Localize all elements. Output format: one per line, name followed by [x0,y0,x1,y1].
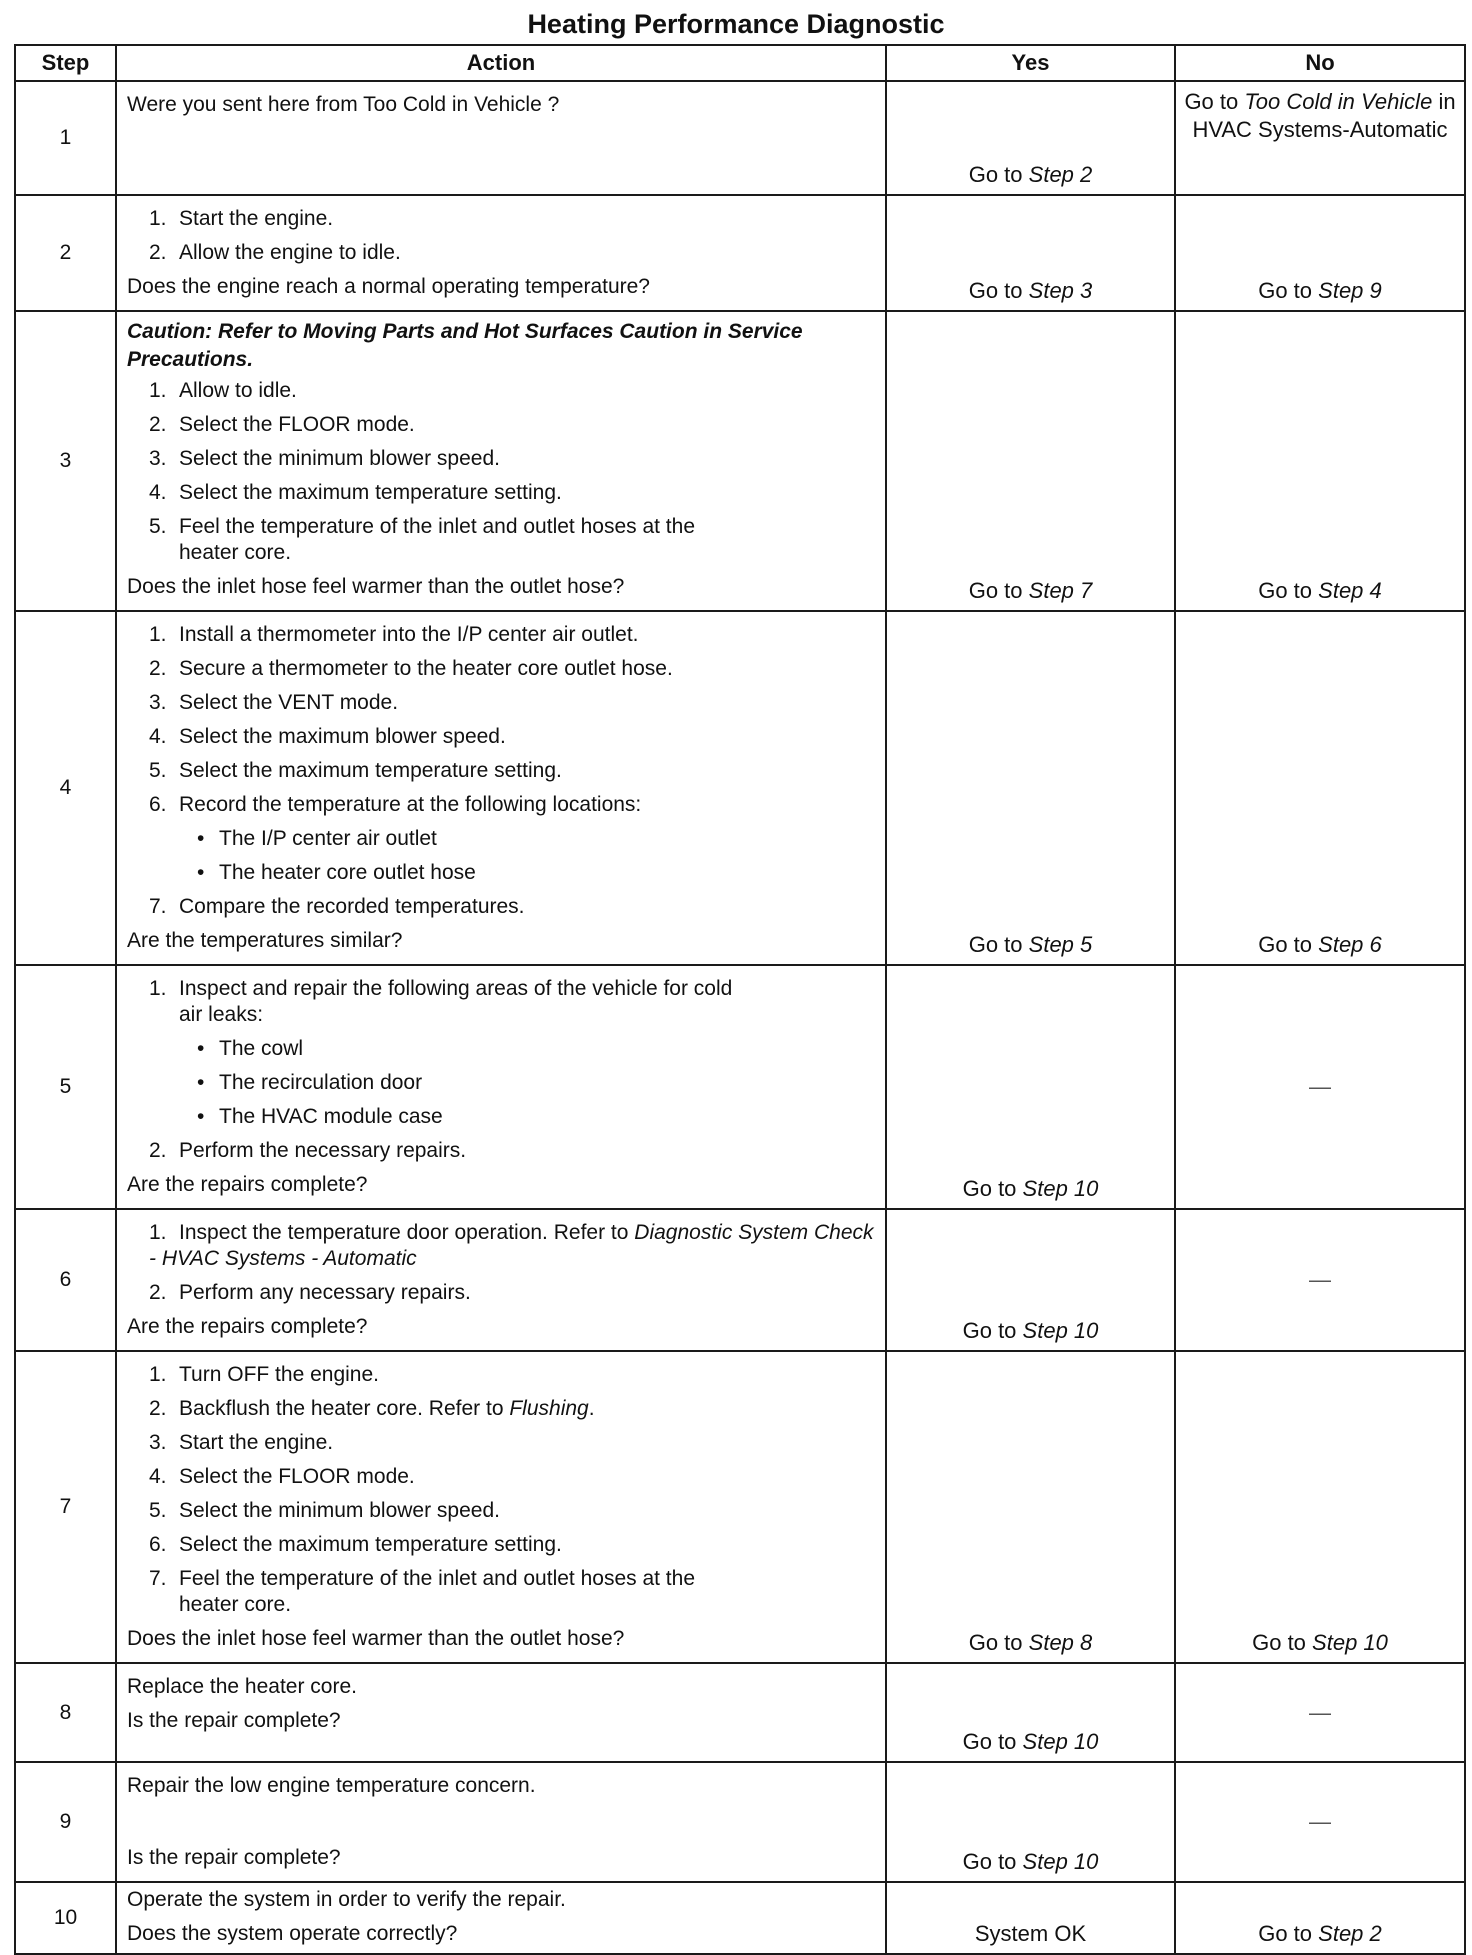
yes-link[interactable]: Step 5 [1028,932,1093,957]
action-cell [116,1663,886,1762]
list-item: 2. Perform the necessary repairs. [149,1139,467,1162]
no-cell: Go to Step 10 [1175,1351,1465,1663]
yes-cell: Go to Step 10 [886,965,1175,1209]
action-cell [116,1351,886,1663]
step-number: 3 [15,311,116,611]
step-number: 10 [15,1882,116,1954]
no-cell [1175,1663,1465,1762]
question: Are the repairs complete? [127,1173,368,1196]
step-number: 8 [15,1663,116,1762]
bullet-item: • The cowl [127,1032,877,1066]
step-number: 4 [15,611,116,965]
list-item: 5. Select the maximum temperature setting. [149,759,562,782]
no-cell [1175,1762,1465,1882]
no-cell: Go to Step 6 [1175,611,1465,965]
list-item: 2. Allow the engine to idle. [149,241,401,264]
dash: — [1309,1074,1331,1099]
list-item: 5. Feel the temperature of the inlet and outlet hoses at the heater core. [149,515,695,564]
yes-cell: Go to Step 7 [886,311,1175,611]
list-item: 1. Turn OFF the engine. [149,1363,379,1386]
question: Is the repair complete? [127,1846,341,1869]
bullet-item: • The HVAC module case [127,1100,877,1134]
no-suffix: in HVAC Systems-Automatic [1192,89,1456,142]
yes-link[interactable]: Step 3 [1028,278,1093,303]
question: Does the inlet hose feel warmer than the outlet hose? [127,575,625,598]
list-item: 7. Compare the recorded temperatures. [149,895,525,918]
caution-note: Caution: Refer to Moving Parts and Hot Surfaces Caution in Service Precautions. [127,320,803,371]
bullet-item: • The I/P center air outlet [127,822,877,856]
action-cell [116,611,886,965]
yes-cell: Go to Step 10 [886,1663,1175,1762]
yes-link[interactable]: Step 10 [1022,1849,1099,1874]
question: Is the repair complete? [127,1709,341,1732]
step-number: 2 [15,195,116,311]
question: Were you sent here from Too Cold in Vehicle ? [127,93,560,116]
list-item: 2. Backflush the heater core. Refer to Flushing. [149,1397,595,1420]
no-cell [1175,81,1465,195]
list-item: 3. Select the VENT mode. [149,691,399,714]
list-item: 2. Secure a thermometer to the heater core outlet hose. [149,657,673,680]
no-cell [1175,1209,1465,1351]
list-item: 2. Perform any necessary repairs. [149,1281,471,1304]
header-step: Step [15,45,116,81]
no-link[interactable]: Step 2 [1318,1921,1382,1946]
yes-cell [886,1882,1175,1954]
yes-link[interactable]: Step 10 [1022,1176,1099,1201]
yes-link[interactable]: Step 2 [1028,162,1093,187]
action-cell [116,1882,886,1954]
list-item: 5. Select the minimum blower speed. [149,1499,500,1522]
list-item: 1. Inspect and repair the following areas of the vehicle for cold air leaks: [149,977,733,1026]
no-link[interactable]: Step 4 [1318,578,1382,603]
list-item: 1. Inspect the temperature door operation. Refer to Diagnostic System Check - HVAC Systems - Automatic [149,1221,874,1270]
yes-cell [886,81,1175,195]
no-link[interactable]: Too Cold in Vehicle [1244,89,1433,114]
no-link[interactable]: Step 10 [1312,1630,1388,1655]
step-number: 7 [15,1351,116,1663]
action-cell [116,195,886,311]
reference-link[interactable]: Diagnostic System Check - HVAC Systems - Automatic [149,1221,874,1270]
table-row [15,1663,1465,1762]
yes-cell: Go to Step 8 [886,1351,1175,1663]
action-cell [116,311,886,611]
table-row [15,311,1465,611]
header-no: No [1175,45,1465,81]
bullet-item: • The heater core outlet hose [127,856,877,890]
bullet-item: • The recirculation door [127,1066,877,1100]
question: Are the temperatures similar? [127,929,403,952]
table-row [15,81,1465,195]
header-yes: Yes [886,45,1175,81]
action-text: Replace the heater core. [127,1675,357,1698]
action-text: Operate the system in order to verify the repair. [127,1888,566,1911]
diagnostic-table [14,44,1466,1955]
step-number: 5 [15,965,116,1209]
yes-cell: Go to Step 3 [886,195,1175,311]
list-item: 4. Select the FLOOR mode. [149,1465,415,1488]
question: Does the inlet hose feel warmer than the outlet hose? [127,1627,625,1650]
no-link[interactable]: Step 9 [1318,278,1382,303]
question: Does the system operate correctly? [127,1922,458,1945]
list-item: 4. Select the maximum temperature setting. [149,481,562,504]
action-cell [116,1209,886,1351]
step-number: 1 [15,81,116,195]
list-item: 6. Select the maximum temperature setting. [149,1533,562,1556]
action-cell [116,81,886,195]
yes-cell: Go to Step 10 [886,1762,1175,1882]
question: Are the repairs complete? [127,1315,368,1338]
page-title: Heating Performance Diagnostic [527,9,945,39]
dash: — [1309,1699,1331,1725]
table-row [15,1351,1465,1663]
table-row [15,195,1465,311]
list-item: 4. Select the maximum blower speed. [149,725,506,748]
yes-result: System OK [974,1921,1087,1946]
yes-link[interactable]: Step 10 [1022,1729,1099,1754]
yes-link[interactable]: Step 7 [1028,578,1093,603]
action-text: Repair the low engine temperature concern. [127,1774,536,1797]
yes-cell: Go to Step 10 [886,1209,1175,1351]
step-number: 9 [15,1762,116,1882]
table-row [15,965,1465,1209]
no-prefix: Go to [1184,89,1239,114]
list-item: 2. Select the FLOOR mode. [149,413,415,436]
header-action: Action [116,45,886,81]
no-cell: Go to Step 2 [1175,1882,1465,1954]
table-row [15,1882,1465,1954]
yes-link[interactable]: Step 10 [1022,1318,1099,1343]
dash: — [1309,1267,1331,1292]
question: Does the engine reach a normal operating temperature? [127,275,650,298]
no-cell [1175,965,1465,1209]
table-row [15,1762,1465,1882]
no-link[interactable]: Step 6 [1318,932,1382,957]
step-number: 6 [15,1209,116,1351]
list-item: 1. Install a thermometer into the I/P center air outlet. [149,623,639,646]
dash: — [1309,1809,1331,1834]
yes-link[interactable]: Step 8 [1028,1630,1093,1655]
header-row [15,45,1465,81]
list-item: 6. Record the temperature at the following locations: [149,793,642,816]
table-row [15,611,1465,965]
list-item: 7. Feel the temperature of the inlet and outlet hoses at the heater core. [149,1567,695,1616]
list-item: 3. Start the engine. [149,1431,334,1454]
list-item: 3. Select the minimum blower speed. [149,447,500,470]
action-cell [116,965,886,1209]
list-item: 1. Start the engine. [149,207,334,230]
no-cell: Go to Step 4 [1175,311,1465,611]
table-row [15,1209,1465,1351]
reference-link[interactable]: Flushing [509,1397,589,1420]
yes-cell: Go to Step 5 [886,611,1175,965]
action-cell [116,1762,886,1882]
list-item: 1. Allow to idle. [149,379,297,402]
yes-prefix: Go to [968,162,1023,187]
no-cell: Go to Step 9 [1175,195,1465,311]
